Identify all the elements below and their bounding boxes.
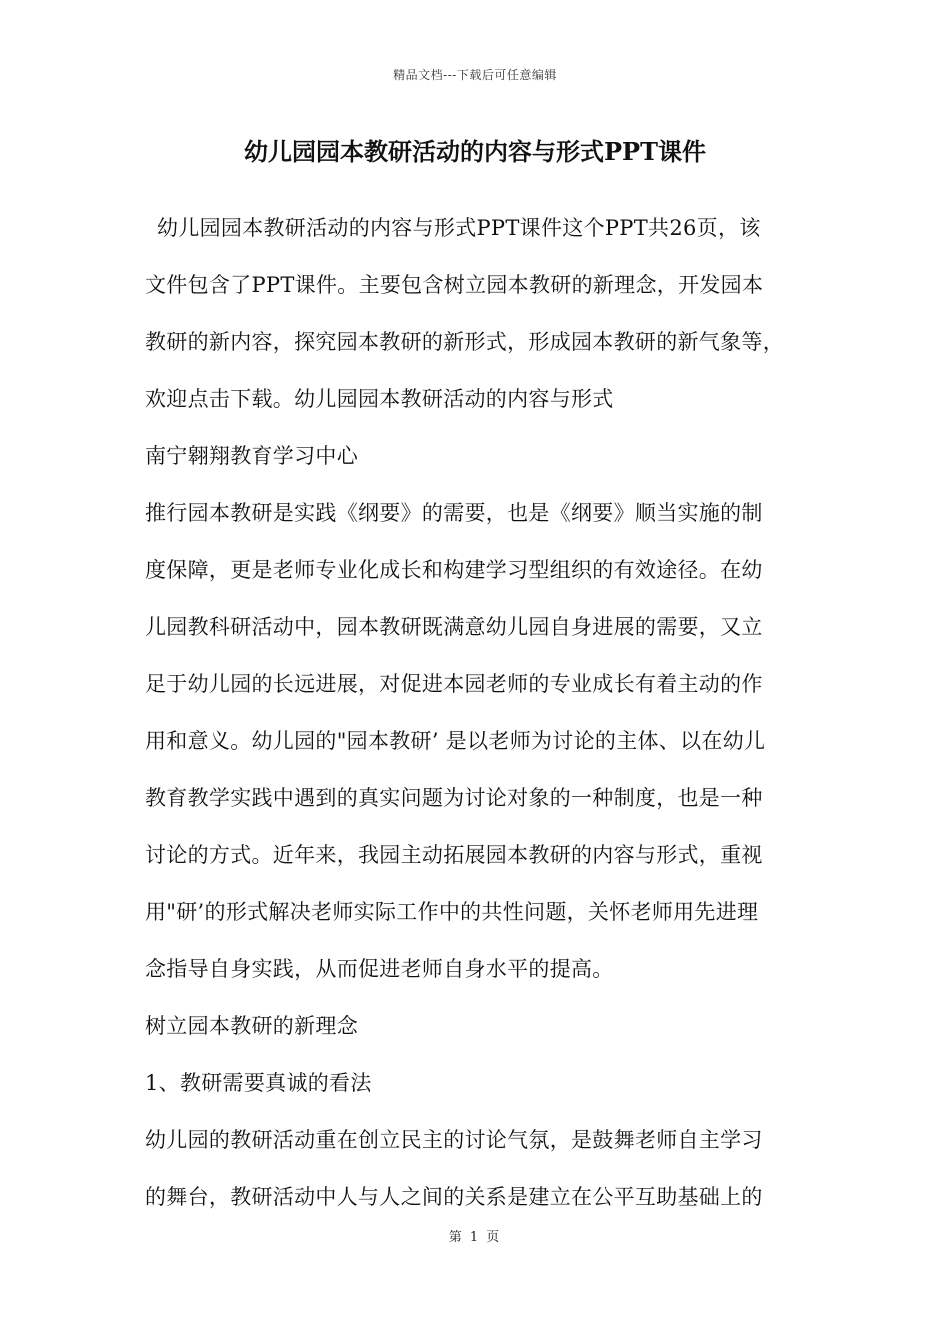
body-line: 念指导自身实践，从而促进老师自身水平的提高。 xyxy=(145,957,614,981)
body-line: 度保障，更是老师专业化成长和构建学习型组织的有效途径。在幼 xyxy=(145,558,763,582)
body-line: 教育教学实践中遇到的真实问题为讨论对象的一种制度，也是一种 xyxy=(145,786,763,810)
body-line: 的舞台，教研活动中人与人之间的关系是建立在公平互助基础上的 xyxy=(145,1185,763,1209)
body-line: 幼儿园园本教研活动的内容与形式PPT课件这个PPT共26页，该 xyxy=(157,216,761,240)
body-line: 欢迎点击下载。幼儿园园本教研活动的内容与形式 xyxy=(145,387,614,411)
body-line: 足于幼儿园的长远进展，对促进本园老师的专业成长有着主动的作 xyxy=(145,672,763,696)
body-line: 用"研’的形式解决老师实际工作中的共性问题，关怀老师用先进理 xyxy=(145,900,759,924)
section-heading: 树立园本教研的新理念 xyxy=(145,1014,358,1038)
body-line: 文件包含了PPT课件。主要包含树立园本教研的新理念，开发园本 xyxy=(145,273,764,297)
document-title: 幼儿园园本教研活动的内容与形式PPT课件 xyxy=(244,137,706,166)
section-heading: 南宁翱翔教育学习中心 xyxy=(145,444,358,468)
body-line: 用和意义。幼儿园的"园本教研’ 是以老师为讨论的主体、以在幼儿 xyxy=(145,729,766,753)
page-number: 第 1 页 xyxy=(448,1230,502,1245)
body-line: 幼儿园的教研活动重在创立民主的讨论气氛，是鼓舞老师自主学习 xyxy=(145,1128,763,1152)
subsection-heading: 1、教研需要真诚的看法 xyxy=(145,1071,372,1095)
document-body xyxy=(145,200,813,1226)
body-line: 教研的新内容，探究园本教研的新形式，形成园本教研的新气象等， xyxy=(145,330,784,354)
page-header: 精品文档---下载后可任意编辑 xyxy=(393,68,557,82)
body-line: 儿园教科研活动中，园本教研既满意幼儿园自身进展的需要，又立 xyxy=(145,615,763,639)
body-line: 推行园本教研是实践《纲要》的需要，也是《纲要》顺当实施的制 xyxy=(145,501,763,525)
body-line: 讨论的方式。近年来，我园主动拓展园本教研的内容与形式，重视 xyxy=(145,843,763,867)
